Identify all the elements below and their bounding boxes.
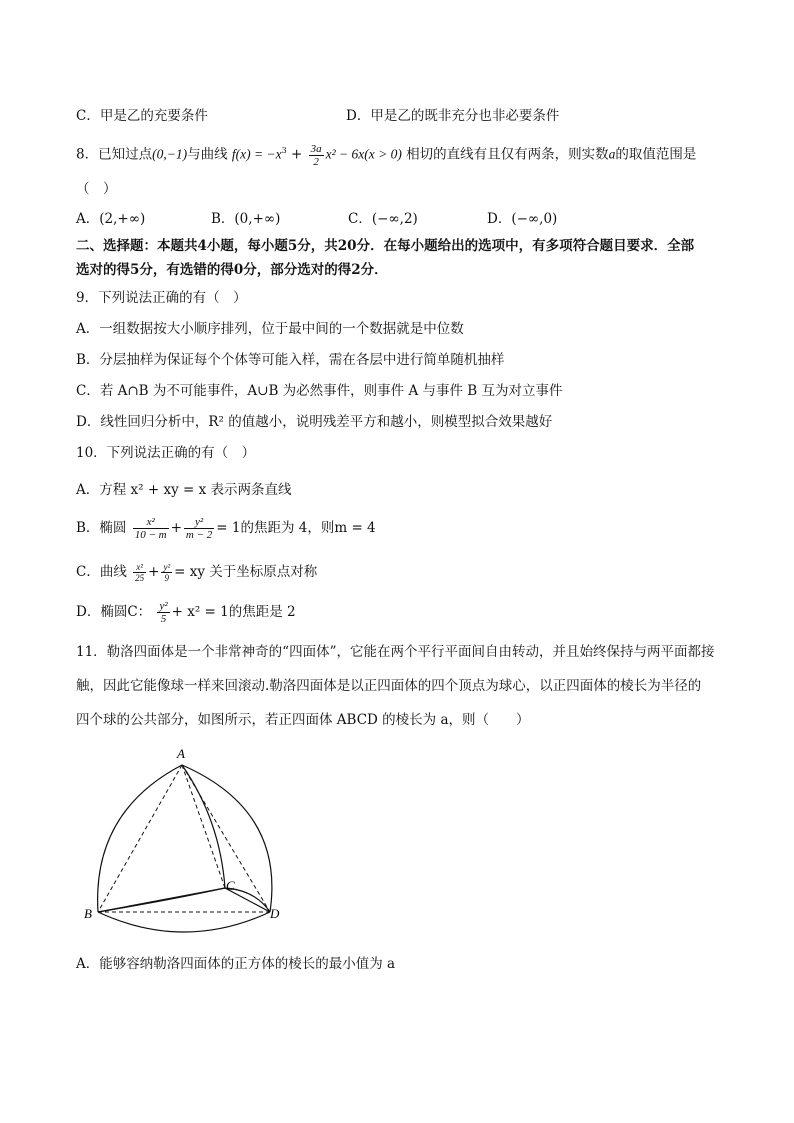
q11-line3: 四个球的公共部分，如图所示，若正四面体 ABCD 的棱长为 a，则（ ） (76, 712, 530, 728)
q8-option-b: B．(0,+∞) (211, 211, 281, 227)
q8-stem: 8．已知过点(0,−1)与曲线 $f(x) = -x^3$ + $\frac{3a}{2}$ x² − 6x(x > 0) 相切的直线有且仅有两条，则实数a的取值范围是 (76, 142, 697, 168)
q10-option-c: C．曲线 $\frac{\text{x²}}{25}$ + $\frac{\text{y²}}{9}$ = xy 关于坐标原点对称 (76, 562, 318, 583)
q10-option-a: A．方程 x² + xy = x 表示两条直线 (76, 482, 292, 498)
q11-line2: 触，因此它能像球一样来回滚动.勒洛四面体是以正四面体的四个顶点为球心，以正四面体的棱长为半径的 (76, 678, 702, 694)
q8-paren: （ ） (76, 181, 117, 197)
q9-stem: 9．下列说法正确的有（ ） (76, 290, 247, 306)
q9-option-a: A．一组数据按大小顺序排列，位于最中间的一个数据就是中位数 (76, 321, 464, 337)
reuleaux-tetrahedron-figure (80, 740, 310, 950)
q7-option-d: D．甲是乙的既非充分也非必要条件 (346, 108, 560, 124)
q8-option-d: D．(−∞,0) (487, 211, 558, 227)
edge-a-b-dashed (98, 765, 182, 912)
q8-fraction: $\frac{3a}{2}$ (310, 142, 322, 168)
q8-option-a: A．(2,+∞) (76, 211, 146, 227)
q10-option-d: D．椭圆C： $\frac{\text{y²}}{5}$ + x² = 1的焦距是 2 (76, 600, 296, 625)
q9-option-b: B．分层抽样为保证每个个体等可能入样，需在各层中进行简单随机抽样 (76, 352, 505, 368)
q7-option-c: C．甲是乙的充要条件 (76, 108, 208, 124)
section2-line1: 二、选择题：本题共4小题，每小题5分，共20分．在每小题给出的选项中，有多项符合题目要求．全部 (76, 238, 695, 254)
label-b: B (84, 906, 92, 921)
label-d: D (270, 906, 280, 921)
label-a: A (177, 746, 185, 761)
q9-option-c: C．若 A∩B 为不可能事件，A∪B 为必然事件，则事件 A 与事件 B 互为对立事件 (76, 383, 563, 399)
label-c: C (226, 878, 235, 893)
arc-b-d (98, 912, 270, 932)
q10-stem: 10．下列说法正确的有（ ） (76, 445, 256, 461)
edge-b-c (98, 888, 225, 912)
q11-option-a: A．能够容纳勒洛四面体的正方体的棱长的最小值为 a (76, 956, 396, 972)
section2-line2: 选对的得5分，有选错的得0分，部分选对的得2分． (76, 262, 388, 278)
q8-option-c: C．(−∞,2) (348, 211, 418, 227)
q10-option-b: B．椭圆 $\frac{\text{x²}}{10 - m}$ + $\frac{\text{y²}}{m - 2}$ = 1的焦距为 4，则m = 4 (76, 516, 376, 541)
q11-line1: 11．勒洛四面体是一个非常神奇的“四面体”，它能在两个平行平面间自由转动，并且始终保持与两平面都接 (76, 644, 715, 660)
q9-option-d: D．线性回归分析中，R² 的值越小，说明残差平方和越小，则模型拟合效果越好 (76, 414, 553, 430)
